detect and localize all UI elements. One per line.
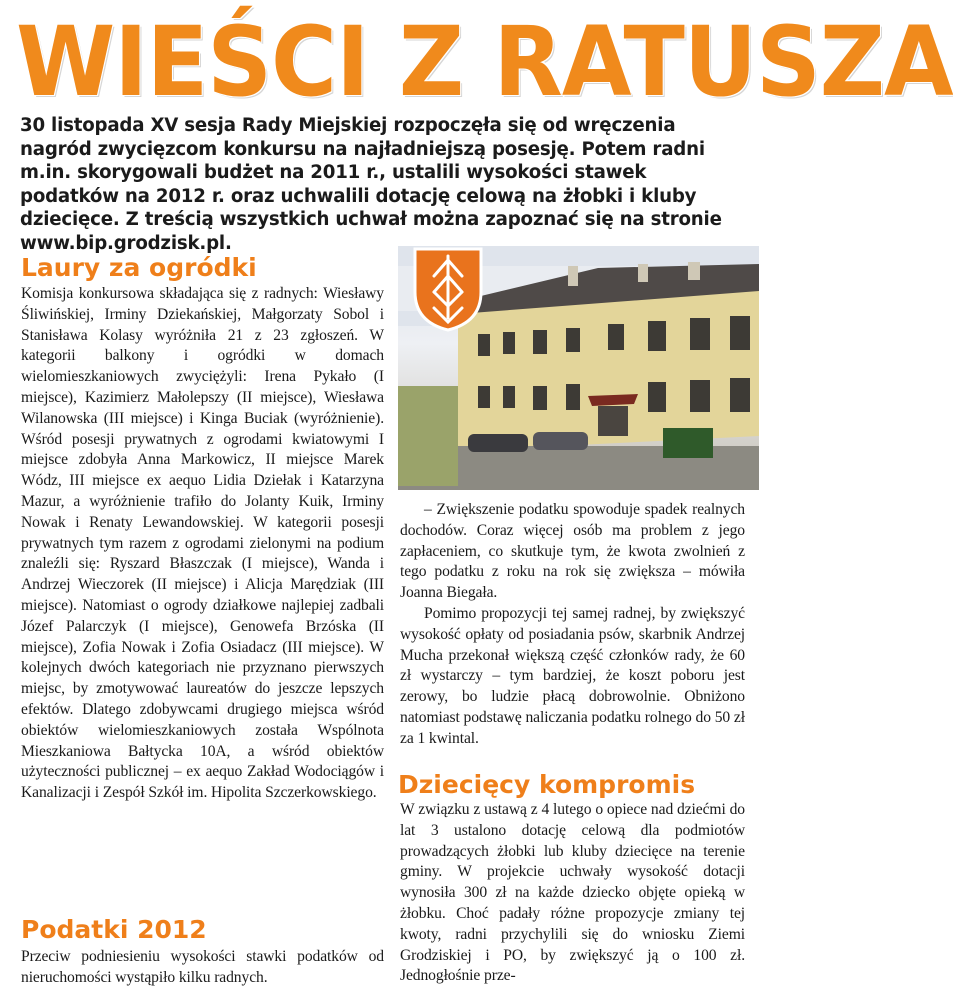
heading-dzieciecy: Dziecięcy kompromis [398,770,696,799]
heading-podatki: Podatki 2012 [21,915,207,944]
podatki-body: Przeciw podniesieniu wysokości stawki podatków od nieruchomości wystąpiło kilku radnych. [21,948,384,986]
article-dzieciecy [400,800,745,987]
article-podatki-cont [400,500,745,750]
right-para-2: Pomimo propozycji tej samej radnej, by zwiększyć wysokość opłaty od posiadania psów, skarbnik Andrzej Mucha przekonał większą część członków rady, że 60 zł wystarczy – tym bardziej, że koszt poboru jest zerowy, bo ludzie płacą dobrowolnie. Obniżono natomiast podstawę naliczania podatku rolnego do 50 zł za 1 kwintal. [400,604,745,747]
dzieciecy-body: W związku z ustawą z 4 lutego o opiece nad dziećmi do lat 3 ustalono dotację celową dla podmiotów prowadzących żłobki lub kluby dziecięce na terenie gminy. W projekcie uchwały wysokość dotacji wynosiła 300 zł na każde dziecko objęte opieką w żłobku. Choć padały różne propozycje zmiany tej kwoty, radni przychylili się do wniosku Ziemi Grodziskiej i PO, by zwiększyć ją o 100 zł. Jednogłośnie prze- [400,801,745,985]
right-para-1: – Zwiększenie podatku spowoduje spadek realnych dochodów. Coraz więcej osób ma problem z jego zapłaceniem, co skutkuje tym, że kwota zwolnień z tego podatku z roku na rok się zwiększa – mówiła Joanna Biegała. [400,501,745,602]
coat-of-arms-icon [412,246,484,332]
lead-paragraph: 30 listopada XV sesja Rady Miejskiej rozpoczęła się od wręczenia nagród zwycięzcom konkursu na najładniejszą posesję. Potem radni m.in. skorygowali budżet na 2011 r., ustalili wysokości stawek podatków na 2012 r. oraz uchwalili dotację celową na żłobki i kluby dziecięce. Z treścią wszystkich uchwał można zapoznać się na stronie www.bip.grodzisk.pl. [20,115,722,254]
masthead-title: WIEŚCI Z RATUSZA [16,6,953,119]
article-podatki [21,947,384,989]
article-laury [21,284,384,804]
heading-laury: Laury za ogródki [21,253,257,282]
laury-body: Komisja konkursowa składająca się z radnych: Wiesławy Śliwińskiej, Irminy Dziekańskiej, Małgorzaty Sobol i Stanisława Kolasy wyróżniła 21 z 23 zgłoszeń. W kategorii balkony i ogródki w domach wielomieszkaniowych zwyciężyli: Irena Pykało (I miejsce), Kazimierz Małolepszy (II miejsce), Wiesława Wilanowska (III miejsce) i Kinga Buciak (wyróżnienie). Wśród posesji prywatnych z ogrodami kwiatowymi I miejsce zdobyła Anna Markowicz, II miejsce Marek Wódz, III miejsce ex aequo Lidia Dziełak i Katarzyna Mazur, a wyróżnienie trafiło do Jolanty Kuik, Irminy Nowak i Renaty Lewandowskiej. W kategorii posesji prywatnych tym razem z ogrodami zielonymi na podium znaleźli się: Ryszard Błaszczak (I miejsce), Wanda i Andrzej Wieczorek (II miejsce) i Alicja Marędziak (III miejsce). Natomiast o ogrody działkowe najlepiej zadbali Józef Palarczyk (I miejsce), Genowefa Brzóska (II miejsce), Zofia Nowak i Zofia Osiadacz (III miejsce). W kolejnych dwóch kategoriach nie przyznano pierwszych miejsc, by zmotywować laureatów do jeszcze lepszych efektów. Dlatego zdobywcami drugiego miejsca wśród obiektów wielomieszkaniowych została Wspólnota Mieszkaniowa Bałtycka 10A, a wśród obiektów użyteczności publicznej – ex aequo Zakład Wodociągów i Kanalizacji i Zespół Szkół im. Hipolita Szczerkowskiego. [21,285,384,802]
